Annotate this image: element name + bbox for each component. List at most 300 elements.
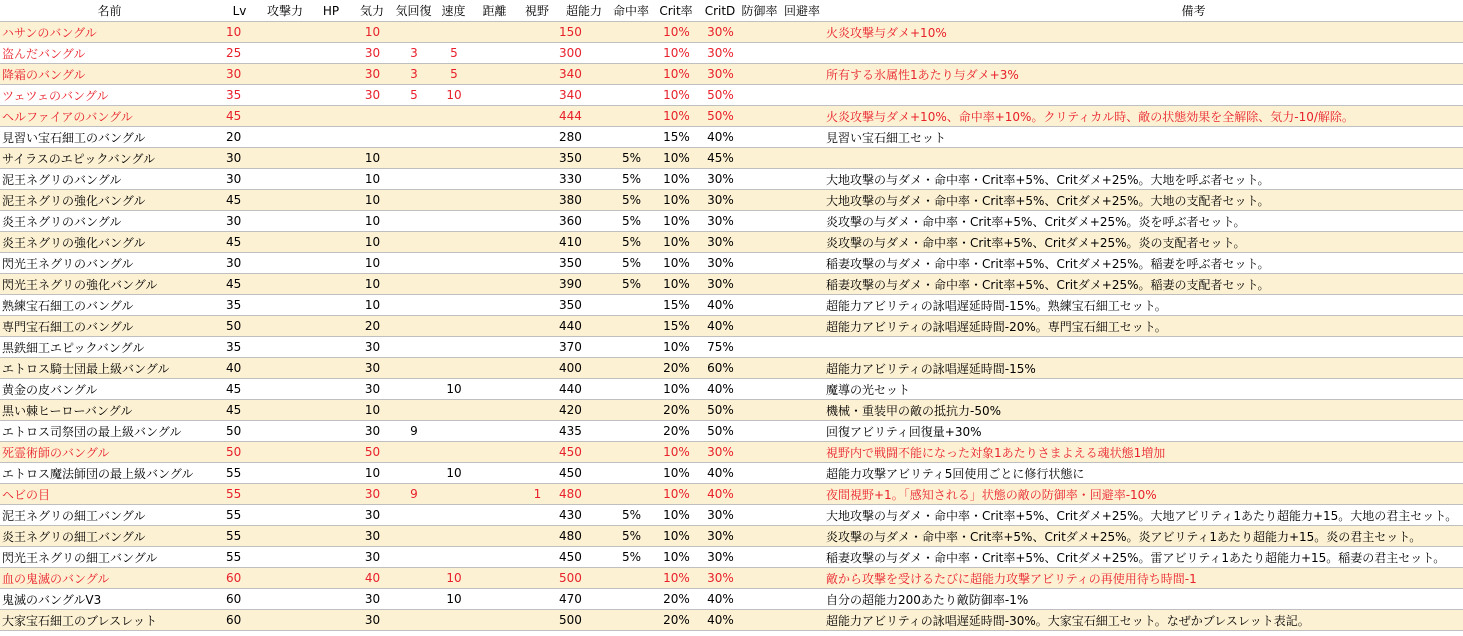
cell-range[interactable] <box>472 610 517 631</box>
cell-speed[interactable] <box>435 484 472 505</box>
cell-energy-regen[interactable] <box>392 358 435 379</box>
cell-crit-damage[interactable]: 40% <box>701 379 739 400</box>
cell-range[interactable] <box>472 484 517 505</box>
column-header-energy-regen[interactable]: 気回復 <box>392 0 435 22</box>
table-row[interactable] <box>0 211 1463 232</box>
column-header-name[interactable]: 名前 <box>0 0 219 22</box>
cell-accuracy[interactable] <box>611 442 651 463</box>
cell-defense[interactable] <box>739 22 780 43</box>
cell-evasion[interactable] <box>780 43 824 64</box>
cell-speed[interactable]: 10 <box>435 589 472 610</box>
cell-name[interactable]: 閃光王ネグリのバングル <box>0 253 219 274</box>
cell-range[interactable] <box>472 148 517 169</box>
cell-notes[interactable]: 稲妻攻撃の与ダメ・命中率・Crit率+5%、Critダメ+25%。稲妻を呼ぶ者セット。 <box>824 253 1463 274</box>
cell-crit-damage[interactable]: 40% <box>701 589 739 610</box>
cell-accuracy[interactable] <box>611 421 651 442</box>
cell-crit-damage[interactable]: 30% <box>701 547 739 568</box>
cell-hp[interactable] <box>310 190 352 211</box>
cell-crit-rate[interactable]: 10% <box>651 274 701 295</box>
cell-psi[interactable]: 340 <box>557 85 611 106</box>
cell-energy-regen[interactable] <box>392 568 435 589</box>
cell-defense[interactable] <box>739 316 780 337</box>
cell-crit-damage[interactable]: 50% <box>701 421 739 442</box>
cell-crit-rate[interactable]: 10% <box>651 568 701 589</box>
cell-notes[interactable]: 所有する氷属性1あたり与ダメ+3% <box>824 64 1463 85</box>
cell-notes[interactable]: 超能力アビリティの詠唱遅延時間-20%。専門宝石細工セット。 <box>824 316 1463 337</box>
cell-name[interactable]: サイラスのエピックバングル <box>0 148 219 169</box>
cell-vision[interactable] <box>517 148 557 169</box>
column-header-crit-rate[interactable]: Crit率 <box>651 0 701 22</box>
cell-defense[interactable] <box>739 505 780 526</box>
cell-energy-regen[interactable] <box>392 106 435 127</box>
cell-range[interactable] <box>472 253 517 274</box>
cell-evasion[interactable] <box>780 358 824 379</box>
cell-attack[interactable] <box>260 316 310 337</box>
cell-energy[interactable]: 10 <box>352 211 392 232</box>
cell-notes[interactable] <box>824 148 1463 169</box>
table-row[interactable] <box>0 589 1463 610</box>
cell-energy-regen[interactable] <box>392 442 435 463</box>
cell-crit-damage[interactable]: 40% <box>701 610 739 631</box>
column-header-crit-damage[interactable]: CritD <box>701 0 739 22</box>
cell-crit-rate[interactable]: 10% <box>651 505 701 526</box>
cell-defense[interactable] <box>739 358 780 379</box>
cell-name[interactable]: 大家宝石細工のブレスレット <box>0 610 219 631</box>
cell-speed[interactable] <box>435 610 472 631</box>
cell-notes[interactable]: 超能力攻撃アビリティ5回使用ごとに修行状態に <box>824 463 1463 484</box>
cell-notes[interactable] <box>824 85 1463 106</box>
cell-vision[interactable] <box>517 358 557 379</box>
cell-accuracy[interactable]: 5% <box>611 211 651 232</box>
cell-name[interactable]: 炎王ネグリのバングル <box>0 211 219 232</box>
cell-attack[interactable] <box>260 295 310 316</box>
cell-lv[interactable]: 20 <box>219 127 260 148</box>
cell-psi[interactable]: 480 <box>557 526 611 547</box>
cell-accuracy[interactable]: 5% <box>611 505 651 526</box>
cell-vision[interactable] <box>517 232 557 253</box>
cell-crit-damage[interactable]: 30% <box>701 568 739 589</box>
cell-psi[interactable]: 400 <box>557 358 611 379</box>
cell-evasion[interactable] <box>780 568 824 589</box>
cell-hp[interactable] <box>310 610 352 631</box>
cell-accuracy[interactable] <box>611 400 651 421</box>
cell-crit-rate[interactable]: 10% <box>651 43 701 64</box>
cell-psi[interactable]: 500 <box>557 610 611 631</box>
cell-range[interactable] <box>472 463 517 484</box>
cell-accuracy[interactable] <box>611 85 651 106</box>
cell-energy-regen[interactable] <box>392 211 435 232</box>
cell-name[interactable]: 炎王ネグリの細工バングル <box>0 526 219 547</box>
cell-vision[interactable] <box>517 379 557 400</box>
cell-psi[interactable]: 450 <box>557 547 611 568</box>
cell-energy-regen[interactable]: 9 <box>392 484 435 505</box>
cell-lv[interactable]: 55 <box>219 526 260 547</box>
cell-lv[interactable]: 45 <box>219 106 260 127</box>
cell-attack[interactable] <box>260 274 310 295</box>
cell-attack[interactable] <box>260 358 310 379</box>
cell-name[interactable]: 泥王ネグリのバングル <box>0 169 219 190</box>
cell-lv[interactable]: 30 <box>219 148 260 169</box>
cell-energy-regen[interactable] <box>392 400 435 421</box>
table-row[interactable] <box>0 358 1463 379</box>
cell-defense[interactable] <box>739 232 780 253</box>
cell-evasion[interactable] <box>780 274 824 295</box>
cell-range[interactable] <box>472 85 517 106</box>
cell-vision[interactable] <box>517 337 557 358</box>
cell-energy[interactable]: 30 <box>352 379 392 400</box>
cell-psi[interactable]: 350 <box>557 253 611 274</box>
cell-attack[interactable] <box>260 127 310 148</box>
table-row[interactable] <box>0 442 1463 463</box>
cell-crit-damage[interactable]: 75% <box>701 337 739 358</box>
cell-name[interactable]: エトロス司祭団の最上級バングル <box>0 421 219 442</box>
cell-lv[interactable]: 35 <box>219 337 260 358</box>
cell-defense[interactable] <box>739 400 780 421</box>
cell-notes[interactable]: 炎攻撃の与ダメ・命中率・Crit率+5%、Critダメ+25%。炎の支配者セット。 <box>824 232 1463 253</box>
cell-notes[interactable] <box>824 43 1463 64</box>
cell-lv[interactable]: 45 <box>219 379 260 400</box>
cell-hp[interactable] <box>310 274 352 295</box>
cell-speed[interactable] <box>435 547 472 568</box>
cell-attack[interactable] <box>260 505 310 526</box>
cell-name[interactable]: 専門宝石細工のバングル <box>0 316 219 337</box>
column-header-evasion[interactable]: 回避率 <box>780 0 824 22</box>
cell-evasion[interactable] <box>780 526 824 547</box>
cell-lv[interactable]: 60 <box>219 589 260 610</box>
table-row[interactable] <box>0 148 1463 169</box>
column-header-notes[interactable]: 備考 <box>824 0 1463 22</box>
cell-energy-regen[interactable] <box>392 169 435 190</box>
cell-vision[interactable] <box>517 547 557 568</box>
cell-vision[interactable] <box>517 43 557 64</box>
cell-crit-damage[interactable]: 60% <box>701 358 739 379</box>
cell-accuracy[interactable] <box>611 295 651 316</box>
cell-energy[interactable]: 30 <box>352 85 392 106</box>
cell-crit-damage[interactable]: 30% <box>701 22 739 43</box>
table-row[interactable] <box>0 190 1463 211</box>
cell-psi[interactable]: 450 <box>557 463 611 484</box>
cell-speed[interactable] <box>435 442 472 463</box>
cell-evasion[interactable] <box>780 106 824 127</box>
cell-defense[interactable] <box>739 442 780 463</box>
table-row[interactable] <box>0 232 1463 253</box>
cell-attack[interactable] <box>260 253 310 274</box>
cell-accuracy[interactable]: 5% <box>611 274 651 295</box>
cell-notes[interactable]: 超能力アビリティの詠唱遅延時間-30%。大家宝石細工セット。なぜかブレスレット表記。 <box>824 610 1463 631</box>
cell-crit-damage[interactable]: 45% <box>701 148 739 169</box>
cell-accuracy[interactable] <box>611 316 651 337</box>
cell-evasion[interactable] <box>780 295 824 316</box>
table-row[interactable] <box>0 463 1463 484</box>
cell-range[interactable] <box>472 169 517 190</box>
table-row[interactable] <box>0 547 1463 568</box>
cell-attack[interactable] <box>260 484 310 505</box>
cell-evasion[interactable] <box>780 589 824 610</box>
cell-attack[interactable] <box>260 43 310 64</box>
cell-evasion[interactable] <box>780 505 824 526</box>
cell-vision[interactable] <box>517 127 557 148</box>
cell-hp[interactable] <box>310 589 352 610</box>
cell-energy[interactable] <box>352 106 392 127</box>
cell-psi[interactable]: 390 <box>557 274 611 295</box>
cell-evasion[interactable] <box>780 610 824 631</box>
table-row[interactable] <box>0 106 1463 127</box>
cell-range[interactable] <box>472 400 517 421</box>
cell-name[interactable]: エトロス騎士団最上級バングル <box>0 358 219 379</box>
cell-range[interactable] <box>472 64 517 85</box>
cell-crit-rate[interactable]: 10% <box>651 64 701 85</box>
cell-notes[interactable]: 夜間視野+1。「感知される」状態の敵の防御率・回避率-10% <box>824 484 1463 505</box>
cell-speed[interactable] <box>435 22 472 43</box>
cell-psi[interactable]: 380 <box>557 190 611 211</box>
cell-crit-damage[interactable]: 40% <box>701 316 739 337</box>
cell-hp[interactable] <box>310 484 352 505</box>
cell-range[interactable] <box>472 421 517 442</box>
cell-attack[interactable] <box>260 379 310 400</box>
cell-speed[interactable] <box>435 400 472 421</box>
cell-notes[interactable]: 稲妻攻撃の与ダメ・命中率・Crit率+5%、Critダメ+25%。雷アビリティ1あたり超能力+15。稲妻の君主セット。 <box>824 547 1463 568</box>
cell-notes[interactable]: 超能力アビリティの詠唱遅延時間-15% <box>824 358 1463 379</box>
cell-vision[interactable] <box>517 85 557 106</box>
cell-crit-damage[interactable]: 30% <box>701 232 739 253</box>
cell-crit-rate[interactable]: 10% <box>651 85 701 106</box>
cell-speed[interactable] <box>435 127 472 148</box>
cell-notes[interactable]: 炎攻撃の与ダメ・命中率・Crit率+5%、Critダメ+25%。炎を呼ぶ者セット。 <box>824 211 1463 232</box>
cell-vision[interactable] <box>517 190 557 211</box>
cell-speed[interactable] <box>435 526 472 547</box>
cell-lv[interactable]: 30 <box>219 211 260 232</box>
cell-speed[interactable]: 10 <box>435 568 472 589</box>
cell-vision[interactable] <box>517 211 557 232</box>
cell-attack[interactable] <box>260 148 310 169</box>
cell-hp[interactable] <box>310 526 352 547</box>
cell-energy[interactable]: 30 <box>352 64 392 85</box>
cell-evasion[interactable] <box>780 379 824 400</box>
column-header-psi[interactable]: 超能力 <box>557 0 611 22</box>
cell-crit-rate[interactable]: 15% <box>651 295 701 316</box>
cell-vision[interactable] <box>517 442 557 463</box>
column-header-lv[interactable]: Lv <box>219 0 260 22</box>
cell-vision[interactable] <box>517 400 557 421</box>
cell-attack[interactable] <box>260 589 310 610</box>
cell-psi[interactable]: 470 <box>557 589 611 610</box>
cell-crit-rate[interactable]: 10% <box>651 442 701 463</box>
cell-name[interactable]: 盗んだバングル <box>0 43 219 64</box>
cell-evasion[interactable] <box>780 85 824 106</box>
column-header-hp[interactable]: HP <box>310 0 352 22</box>
cell-range[interactable] <box>472 295 517 316</box>
cell-vision[interactable] <box>517 610 557 631</box>
cell-psi[interactable]: 370 <box>557 337 611 358</box>
cell-defense[interactable] <box>739 106 780 127</box>
cell-notes[interactable]: 大地攻撃の与ダメ・命中率・Crit率+5%、Critダメ+25%。大地アビリティ1あたり超能力+15。大地の君主セット。 <box>824 505 1463 526</box>
cell-range[interactable] <box>472 442 517 463</box>
cell-notes[interactable]: 超能力アビリティの詠唱遅延時間-15%。熟練宝石細工セット。 <box>824 295 1463 316</box>
cell-crit-rate[interactable]: 15% <box>651 316 701 337</box>
column-header-accuracy[interactable]: 命中率 <box>611 0 651 22</box>
cell-evasion[interactable] <box>780 400 824 421</box>
cell-range[interactable] <box>472 589 517 610</box>
cell-evasion[interactable] <box>780 232 824 253</box>
cell-notes[interactable]: 敵から攻撃を受けるたびに超能力攻撃アビリティの再使用待ち時間-1 <box>824 568 1463 589</box>
cell-range[interactable] <box>472 337 517 358</box>
cell-energy[interactable]: 10 <box>352 232 392 253</box>
cell-hp[interactable] <box>310 442 352 463</box>
cell-energy[interactable] <box>352 127 392 148</box>
cell-evasion[interactable] <box>780 316 824 337</box>
table-row[interactable] <box>0 316 1463 337</box>
cell-lv[interactable]: 25 <box>219 43 260 64</box>
cell-attack[interactable] <box>260 64 310 85</box>
cell-energy[interactable]: 20 <box>352 316 392 337</box>
cell-accuracy[interactable] <box>611 379 651 400</box>
cell-accuracy[interactable] <box>611 43 651 64</box>
cell-crit-damage[interactable]: 40% <box>701 484 739 505</box>
cell-crit-damage[interactable]: 50% <box>701 85 739 106</box>
cell-energy-regen[interactable] <box>392 337 435 358</box>
cell-vision[interactable] <box>517 589 557 610</box>
cell-energy-regen[interactable] <box>392 379 435 400</box>
table-row[interactable] <box>0 421 1463 442</box>
cell-hp[interactable] <box>310 64 352 85</box>
cell-notes[interactable]: 稲妻攻撃の与ダメ・命中率・Crit率+5%、Critダメ+25%。稲妻の支配者セット。 <box>824 274 1463 295</box>
cell-hp[interactable] <box>310 400 352 421</box>
cell-defense[interactable] <box>739 610 780 631</box>
cell-energy[interactable]: 30 <box>352 505 392 526</box>
cell-accuracy[interactable] <box>611 484 651 505</box>
cell-speed[interactable] <box>435 211 472 232</box>
cell-notes[interactable]: 火炎攻撃与ダメ+10% <box>824 22 1463 43</box>
cell-name[interactable]: 黒い棘ヒーローバングル <box>0 400 219 421</box>
cell-crit-rate[interactable]: 20% <box>651 421 701 442</box>
cell-lv[interactable]: 55 <box>219 547 260 568</box>
cell-psi[interactable]: 450 <box>557 442 611 463</box>
cell-defense[interactable] <box>739 526 780 547</box>
cell-accuracy[interactable] <box>611 106 651 127</box>
cell-lv[interactable]: 40 <box>219 358 260 379</box>
cell-defense[interactable] <box>739 547 780 568</box>
cell-speed[interactable] <box>435 358 472 379</box>
cell-hp[interactable] <box>310 547 352 568</box>
cell-evasion[interactable] <box>780 148 824 169</box>
cell-accuracy[interactable] <box>611 22 651 43</box>
cell-hp[interactable] <box>310 43 352 64</box>
cell-hp[interactable] <box>310 505 352 526</box>
cell-energy[interactable]: 10 <box>352 169 392 190</box>
cell-crit-damage[interactable]: 40% <box>701 295 739 316</box>
cell-energy[interactable]: 30 <box>352 547 392 568</box>
cell-energy-regen[interactable]: 5 <box>392 85 435 106</box>
cell-psi[interactable]: 280 <box>557 127 611 148</box>
cell-lv[interactable]: 45 <box>219 232 260 253</box>
cell-energy[interactable]: 30 <box>352 421 392 442</box>
cell-name[interactable]: ヘルファイアのバングル <box>0 106 219 127</box>
cell-energy[interactable]: 30 <box>352 589 392 610</box>
cell-crit-rate[interactable]: 10% <box>651 379 701 400</box>
cell-vision[interactable] <box>517 526 557 547</box>
cell-vision[interactable] <box>517 274 557 295</box>
cell-notes[interactable] <box>824 337 1463 358</box>
cell-crit-rate[interactable]: 20% <box>651 358 701 379</box>
cell-notes[interactable]: 視野内で戦闘不能になった対象1あたりさまよえる魂状態1増加 <box>824 442 1463 463</box>
table-row[interactable] <box>0 22 1463 43</box>
cell-crit-damage[interactable]: 50% <box>701 106 739 127</box>
cell-evasion[interactable] <box>780 442 824 463</box>
cell-hp[interactable] <box>310 232 352 253</box>
cell-speed[interactable] <box>435 421 472 442</box>
table-row[interactable] <box>0 64 1463 85</box>
cell-attack[interactable] <box>260 211 310 232</box>
cell-notes[interactable]: 大地攻撃の与ダメ・命中率・Crit率+5%、Critダメ+25%。大地を呼ぶ者セット。 <box>824 169 1463 190</box>
cell-name[interactable]: 黄金の皮バングル <box>0 379 219 400</box>
cell-speed[interactable]: 10 <box>435 463 472 484</box>
cell-hp[interactable] <box>310 106 352 127</box>
cell-name[interactable]: 降霜のバングル <box>0 64 219 85</box>
cell-lv[interactable]: 55 <box>219 505 260 526</box>
cell-speed[interactable] <box>435 232 472 253</box>
cell-name[interactable]: エトロス魔法師団の最上級バングル <box>0 463 219 484</box>
cell-name[interactable]: 閃光王ネグリの細工バングル <box>0 547 219 568</box>
cell-attack[interactable] <box>260 22 310 43</box>
cell-defense[interactable] <box>739 421 780 442</box>
cell-accuracy[interactable]: 5% <box>611 547 651 568</box>
table-row[interactable] <box>0 43 1463 64</box>
cell-defense[interactable] <box>739 295 780 316</box>
cell-psi[interactable]: 430 <box>557 505 611 526</box>
cell-accuracy[interactable]: 5% <box>611 526 651 547</box>
cell-defense[interactable] <box>739 484 780 505</box>
cell-crit-rate[interactable]: 10% <box>651 253 701 274</box>
cell-range[interactable] <box>472 43 517 64</box>
cell-defense[interactable] <box>739 190 780 211</box>
cell-range[interactable] <box>472 316 517 337</box>
cell-accuracy[interactable] <box>611 463 651 484</box>
cell-attack[interactable] <box>260 106 310 127</box>
cell-hp[interactable] <box>310 253 352 274</box>
cell-speed[interactable] <box>435 337 472 358</box>
cell-range[interactable] <box>472 568 517 589</box>
cell-name[interactable]: 熟練宝石細工のバングル <box>0 295 219 316</box>
cell-attack[interactable] <box>260 442 310 463</box>
cell-defense[interactable] <box>739 148 780 169</box>
cell-lv[interactable]: 50 <box>219 316 260 337</box>
cell-crit-damage[interactable]: 30% <box>701 526 739 547</box>
cell-hp[interactable] <box>310 337 352 358</box>
cell-name[interactable]: 死霊術師のバングル <box>0 442 219 463</box>
table-row[interactable] <box>0 337 1463 358</box>
cell-hp[interactable] <box>310 463 352 484</box>
cell-hp[interactable] <box>310 358 352 379</box>
cell-psi[interactable]: 420 <box>557 400 611 421</box>
cell-accuracy[interactable]: 5% <box>611 169 651 190</box>
cell-range[interactable] <box>472 358 517 379</box>
cell-energy[interactable]: 30 <box>352 43 392 64</box>
cell-energy-regen[interactable]: 3 <box>392 64 435 85</box>
cell-crit-rate[interactable]: 10% <box>651 106 701 127</box>
cell-crit-rate[interactable]: 20% <box>651 589 701 610</box>
cell-speed[interactable] <box>435 106 472 127</box>
cell-energy-regen[interactable] <box>392 22 435 43</box>
cell-evasion[interactable] <box>780 211 824 232</box>
cell-vision[interactable] <box>517 505 557 526</box>
column-header-speed[interactable]: 速度 <box>435 0 472 22</box>
cell-energy[interactable]: 10 <box>352 274 392 295</box>
cell-range[interactable] <box>472 526 517 547</box>
cell-name[interactable]: 泥王ネグリの細工バングル <box>0 505 219 526</box>
cell-attack[interactable] <box>260 547 310 568</box>
table-row[interactable] <box>0 127 1463 148</box>
cell-evasion[interactable] <box>780 22 824 43</box>
